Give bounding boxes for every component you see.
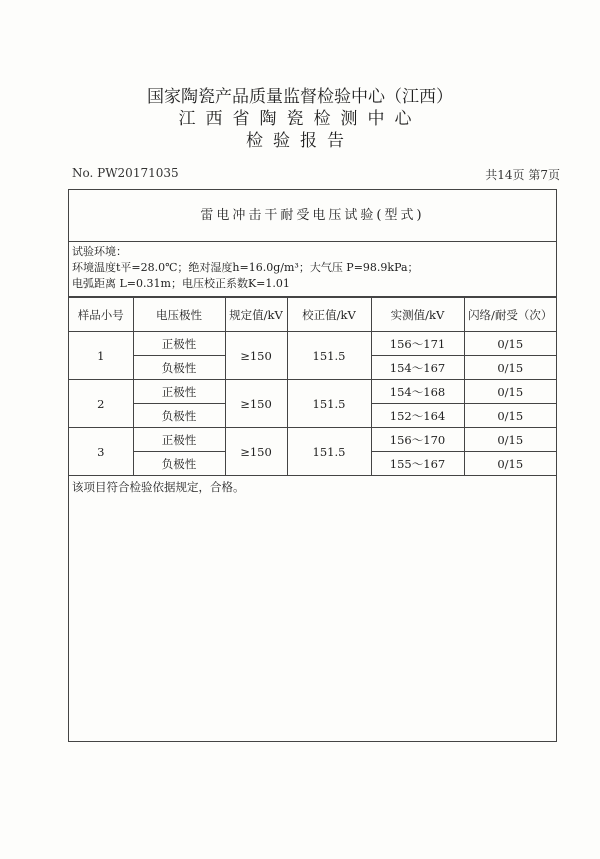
institution-name: 国家陶瓷产品质量监督检验中心（江西） [147, 87, 453, 107]
test-environment [69, 242, 556, 297]
flashover-result: 0/15 [464, 356, 556, 380]
measured-value: 154～168 [371, 380, 464, 404]
flashover-result: 0/15 [464, 380, 556, 404]
polarity: 正极性 [133, 380, 225, 404]
col-header: 电压极性 [133, 298, 225, 332]
col-header: 闪络/耐受（次） [464, 298, 556, 332]
measured-value: 156～170 [371, 428, 464, 452]
flashover-result: 0/15 [464, 428, 556, 452]
corrected-value: 151.5 [287, 428, 371, 476]
page-info: 共14页 第7页 [485, 168, 560, 182]
polarity: 负极性 [133, 404, 225, 428]
corrected-value: 151.5 [287, 332, 371, 380]
flashover-result: 0/15 [464, 332, 556, 356]
table-header-row [69, 298, 556, 332]
spec-value: ≥150 [225, 380, 287, 428]
corrected-value: 151.5 [287, 380, 371, 428]
report-header [0, 86, 600, 152]
center-name: 江西省陶瓷检测中心 [178, 109, 422, 129]
environment-heading: 试验环境： [72, 245, 127, 258]
polarity: 负极性 [133, 452, 225, 476]
polarity: 正极性 [133, 332, 225, 356]
col-header: 规定值/kV [225, 298, 287, 332]
sample-id: 1 [69, 332, 133, 380]
measured-value: 154～167 [371, 356, 464, 380]
conclusion-text: 该项目符合检验依据规定，合格。 [72, 480, 245, 494]
sample-id: 2 [69, 380, 133, 428]
test-title: 雷电冲击干耐受电压试验(型式) [69, 190, 556, 242]
environment-arc: 电弧距离 L=0.31m；电压校正系数K=1.01 [72, 277, 290, 290]
measured-value: 155～167 [371, 452, 464, 476]
report-number: No. PW20171035 [72, 166, 179, 180]
table-row [69, 428, 556, 452]
flashover-result: 0/15 [464, 452, 556, 476]
spec-value: ≥150 [225, 428, 287, 476]
col-header: 实测值/kV [371, 298, 464, 332]
polarity: 负极性 [133, 356, 225, 380]
table-row [69, 332, 556, 356]
sample-id: 3 [69, 428, 133, 476]
measured-value: 152～164 [371, 404, 464, 428]
spec-value: ≥150 [225, 332, 287, 380]
report-type: 检验报告 [246, 131, 354, 151]
polarity: 正极性 [133, 428, 225, 452]
flashover-result: 0/15 [464, 404, 556, 428]
table-row [69, 380, 556, 404]
report-frame [68, 189, 557, 742]
measured-value: 156～171 [371, 332, 464, 356]
col-header: 校正值/kV [287, 298, 371, 332]
col-header: 样品小号 [69, 298, 133, 332]
results-table [69, 297, 556, 476]
environment-conditions: 环境温度t平=28.0℃；绝对湿度h=16.0g/m³；大气压 P=98.9kPa； [72, 261, 419, 274]
